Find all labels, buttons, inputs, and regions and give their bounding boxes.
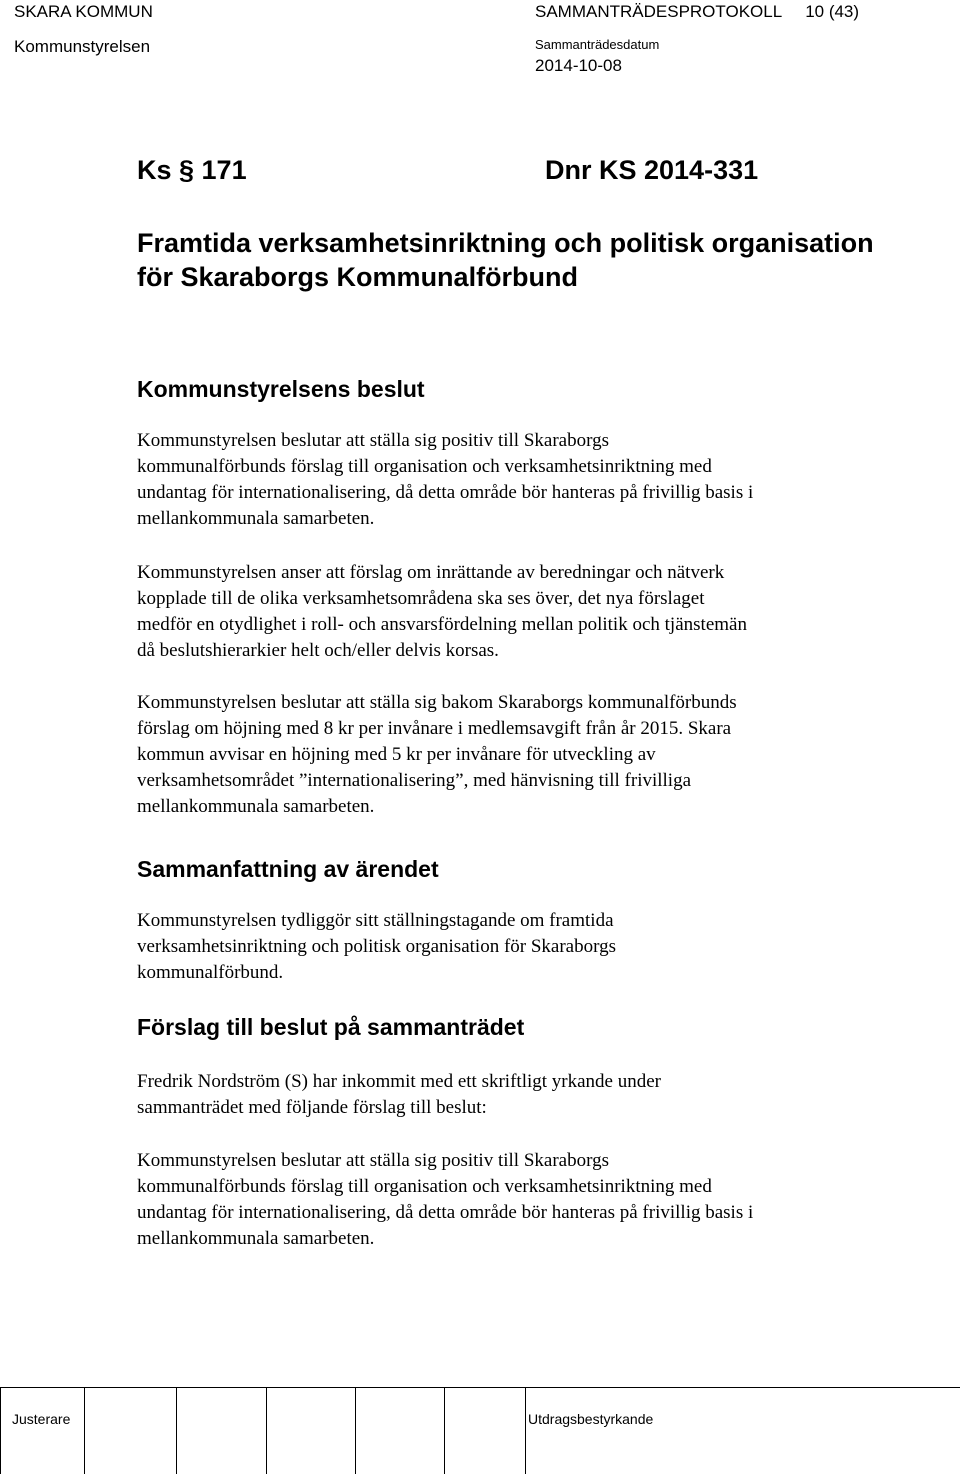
decision-paragraph-1 xyxy=(137,428,897,532)
meeting-date-label: Sammanträdesdatum xyxy=(535,37,660,52)
text-line: mellankommunala samarbeten. xyxy=(137,508,375,529)
text-line: kopplade till de olika verksamhetsområdena ska ses över, det nya förslaget xyxy=(137,588,705,609)
signature-cell xyxy=(525,1388,526,1474)
protocol-title: SAMMANTRÄDESPROTOKOLL xyxy=(535,2,783,21)
text-line: Kommunstyrelsen tydliggör sitt ställningstagande om framtida xyxy=(137,910,614,931)
text-line: undantag för internationalisering, då detta område bör hanteras på frivillig basis i xyxy=(137,482,754,503)
text-line: Kommunstyrelsen anser att förslag om inrättande av beredningar och nätverk xyxy=(137,562,725,583)
signature-cell xyxy=(266,1388,267,1474)
signature-table xyxy=(0,1387,960,1474)
utdragsbestyrkande-label: Utdragsbestyrkande xyxy=(528,1411,654,1427)
decision-paragraph-2 xyxy=(137,560,897,664)
text-line: verksamhetsinriktning och politisk organisation för Skaraborgs xyxy=(137,936,616,957)
text-line: förslag om höjning med 8 kr per invånare i medlemsavgift från år 2015. Skara xyxy=(137,718,732,739)
text-line: Kommunstyrelsen beslutar att ställa sig bakom Skaraborgs kommunalförbunds xyxy=(137,692,737,713)
page-title: Framtida verksamhetsinriktning och politisk organisation för Skaraborgs Kommunalförbund xyxy=(137,228,874,292)
protocol-heading xyxy=(535,2,859,22)
decision-paragraph-3 xyxy=(137,690,897,820)
text-line: då beslutshierarkier helt och/eller delvis korsas. xyxy=(137,640,499,661)
signature-cell xyxy=(176,1388,177,1474)
text-line: kommunalförbund. xyxy=(137,962,284,983)
proposal-paragraph-1 xyxy=(137,1069,897,1121)
text-line: kommunalförbunds förslag till organisation och verksamhetsinriktning med xyxy=(137,456,712,477)
section-heading-proposal: Förslag till beslut på sammanträdet xyxy=(137,1014,525,1040)
text-line: Kommunstyrelsen beslutar att ställa sig positiv till Skaraborgs xyxy=(137,1150,609,1171)
signature-cell xyxy=(84,1388,85,1474)
section-heading-summary: Sammanfattning av ärendet xyxy=(137,856,439,882)
text-line: mellankommunala samarbeten. xyxy=(137,796,375,817)
text-line: medför en otydlighet i roll- och ansvarsfördelning mellan politik och tjänstemän xyxy=(137,614,747,635)
text-line: kommunalförbunds förslag till organisation och verksamhetsinriktning med xyxy=(137,1176,712,1197)
text-line: Fredrik Nordström (S) har inkommit med ett skriftligt yrkande under xyxy=(137,1071,661,1092)
signature-cell xyxy=(355,1388,356,1474)
meeting-date: 2014-10-08 xyxy=(535,56,622,75)
text-line: verksamhetsområdet ”internationalisering”, med hänvisning till frivilliga xyxy=(137,770,692,791)
signature-cell xyxy=(0,1388,1,1474)
text-line: kommun avvisar en höjning med 5 kr per invånare för utveckling av xyxy=(137,744,656,765)
signature-cell xyxy=(444,1388,445,1474)
text-line: sammanträdet med följande förslag till beslut: xyxy=(137,1097,487,1118)
page-number: 10 (43) xyxy=(805,2,860,21)
municipality-name: SKARA KOMMUN xyxy=(14,2,153,21)
case-number: Ks § 171 xyxy=(137,155,247,185)
registration-number: Dnr KS 2014-331 xyxy=(545,155,759,185)
proposal-paragraph-2 xyxy=(137,1148,897,1252)
text-line: undantag för internationalisering, då detta område bör hanteras på frivillig basis i xyxy=(137,1202,754,1223)
justerare-label: Justerare xyxy=(12,1411,71,1427)
text-line: Kommunstyrelsen beslutar att ställa sig positiv till Skaraborgs xyxy=(137,430,609,451)
summary-paragraph xyxy=(137,908,897,986)
text-line: mellankommunala samarbeten. xyxy=(137,1228,375,1249)
committee-name: Kommunstyrelsen xyxy=(14,37,151,56)
section-heading-decision: Kommunstyrelsens beslut xyxy=(137,376,425,402)
